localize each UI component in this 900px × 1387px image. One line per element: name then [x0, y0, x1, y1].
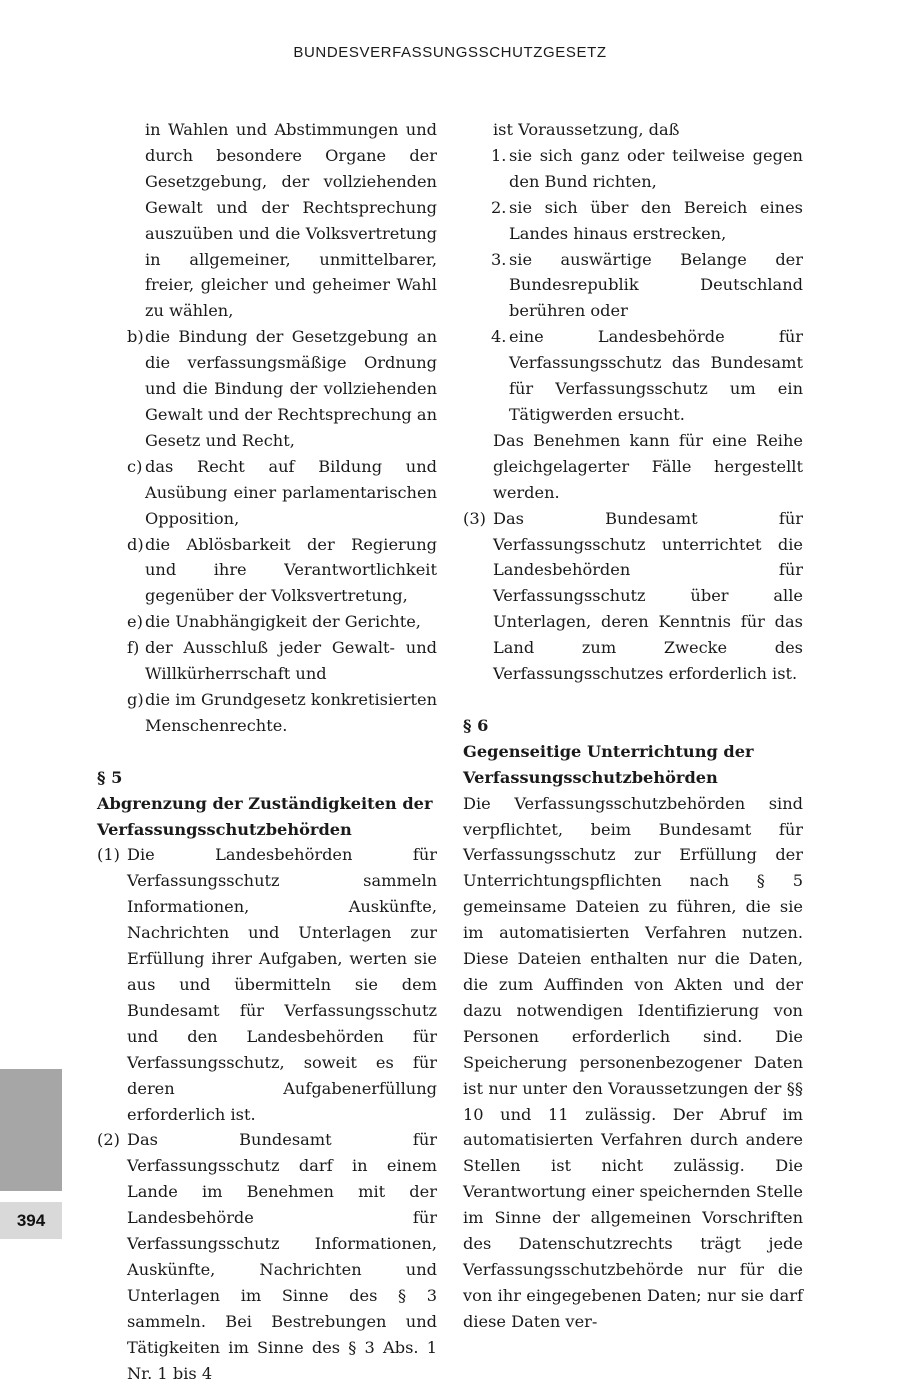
numbered-item-4: [463, 324, 803, 428]
section-5-paragraph-3: [463, 506, 803, 687]
paragraph-text: Die Landesbehörden für Verfassungsschutz sammeln Informationen, Auskünfte, Nachrichten und Unterlagen zur Erfüllung ihrer Aufgaben, werten sie aus und übermitteln sie dem Bundesamt für Verfassungsschutz und den Landesbehörden für Verfassungsschutz, soweit es für deren Aufgabenerfüllung erforderlich ist.: [127, 845, 437, 1124]
list-text: die Unabhängigkeit der Gerichte,: [145, 612, 421, 632]
numbered-label: 1.: [491, 145, 507, 165]
list-label: f): [127, 638, 140, 658]
list-item-c: [97, 454, 437, 532]
item-a-continuation: in Wahlen und Abstimmungen und durch besondere Organe der Gesetzgebung, der vollziehenden Gewalt und der Rechtsprechung auszuüben und die Volksvertretung in allgemeiner, unmittelbarer, freier, gleicher und geheimer Wahl zu wählen,: [145, 120, 437, 321]
list-item-g: [97, 687, 437, 739]
list-text: die im Grundgesetz konkretisierten Menschenrechte.: [145, 689, 437, 735]
paragraph-text: Das Bundesamt für Verfassungsschutz darf in einem Lande im Benehmen mit der Landesbehörde für Verfassungsschutz Informationen, Auskünfte, Nachrichten und Unterlagen im Sinne des § 3 sammeln. Bei Bestrebungen und Tätigkeiten im Sinne des § 3 Abs. 1 Nr. 1 bis 4: [127, 1130, 437, 1383]
list-label: b): [127, 327, 144, 347]
list-item-f: [97, 635, 437, 687]
numbered-item-2: [463, 195, 803, 247]
paragraph-label: (1): [97, 845, 120, 865]
list-label: d): [127, 534, 144, 554]
list-text: die Bindung der Gesetzgebung an die verfassungsmäßige Ordnung und die Bindung der vollziehenden Gewalt und der Rechtsprechung an Gesetz und Recht,: [145, 327, 437, 450]
list-label: c): [127, 456, 143, 476]
numbered-text: sie sich über den Bereich eines Landes hinaus erstrecken,: [509, 197, 803, 243]
list-item-e: [97, 609, 437, 635]
page-number: 394: [0, 1202, 62, 1239]
list-item-b: [97, 324, 437, 454]
numbered-label: 4.: [491, 327, 507, 347]
running-header: BUNDESVERFASSUNGSSCHUTZGESETZ: [293, 44, 607, 61]
paragraph-2-continuation: ist Voraussetzung, daß: [493, 120, 680, 139]
benehmen-sentence: Das Benehmen kann für eine Reihe gleichgelagerter Fälle hergestellt werden.: [493, 430, 803, 502]
section-5-paragraph-1: [97, 842, 437, 1127]
section-6-number: § 6: [463, 715, 489, 735]
list-text: die Ablösbarkeit der Regierung und ihre Verantwortlichkeit gegenüber der Volksvertretung,: [145, 534, 437, 606]
numbered-item-1: [463, 143, 803, 195]
right-column: [463, 117, 803, 1335]
thumb-index-tab: [0, 1069, 62, 1191]
paragraph-label: (2): [97, 1130, 120, 1150]
section-5-paragraph-2: [97, 1127, 437, 1386]
paragraph-label: (3): [463, 508, 486, 528]
numbered-text: sie sich ganz oder teilweise gegen den Bund richten,: [509, 145, 803, 191]
section-6-title: Gegenseitige Unterrichtung der Verfassungsschutzbehörden: [463, 741, 754, 787]
numbered-text: eine Landesbehörde für Verfassungsschutz das Bundesamt für Verfassungsschutz um ein Tätigwerden ersucht.: [509, 327, 803, 424]
list-text: das Recht auf Bildung und Ausübung einer parlamentarischen Opposition,: [145, 456, 437, 528]
list-label: e): [127, 612, 143, 632]
list-label: g): [127, 689, 144, 709]
section-5-title: Abgrenzung der Zuständigkeiten der Verfassungsschutzbehörden: [97, 793, 433, 839]
section-5-number: § 5: [97, 767, 123, 787]
list-text: der Ausschluß jeder Gewalt- und Willkürherrschaft und: [145, 638, 437, 684]
numbered-label: 3.: [491, 249, 507, 269]
list-item-d: [97, 532, 437, 610]
section-6-text: Die Verfassungsschutzbehörden sind verpflichtet, beim Bundesamt für Verfassungsschutz zur Erfüllung der Unterrichtungspflichten nach § 5 gemeinsame Dateien zu führen, die sie im automatisierten Verfahren nutzen. Diese Dateien enthalten nur die Daten, die zum Auffinden von Akten und der dazu notwendigen Identifizierung von Personen erforderlich sind. Die Speicherung personenbezogener Daten ist nur unter den Voraussetzungen der §§ 10 und 11 zulässig. Der Abruf im automatisierten Verfahren durch andere Stellen ist nicht zulässig. Die Verantwortung einer speichernden Stelle im Sinne der allgemeinen Vorschriften des Datenschutzrechts trägt jede Verfassungsschutzbehörde nur für die von ihr eingegebenen Daten; nur sie darf diese Daten ver-: [463, 793, 803, 1331]
numbered-item-3: [463, 247, 803, 325]
paragraph-text: Das Bundesamt für Verfassungsschutz unterrichtet die Landesbehörden für Verfassungsschutz über alle Unterlagen, deren Kenntnis für das Land zum Zwecke des Verfassungsschutzes erforderlich ist.: [493, 508, 803, 684]
numbered-label: 2.: [491, 197, 507, 217]
numbered-text: sie auswärtige Belange der Bundesrepublik Deutschland berühren oder: [509, 249, 803, 321]
left-column: [97, 117, 437, 1387]
